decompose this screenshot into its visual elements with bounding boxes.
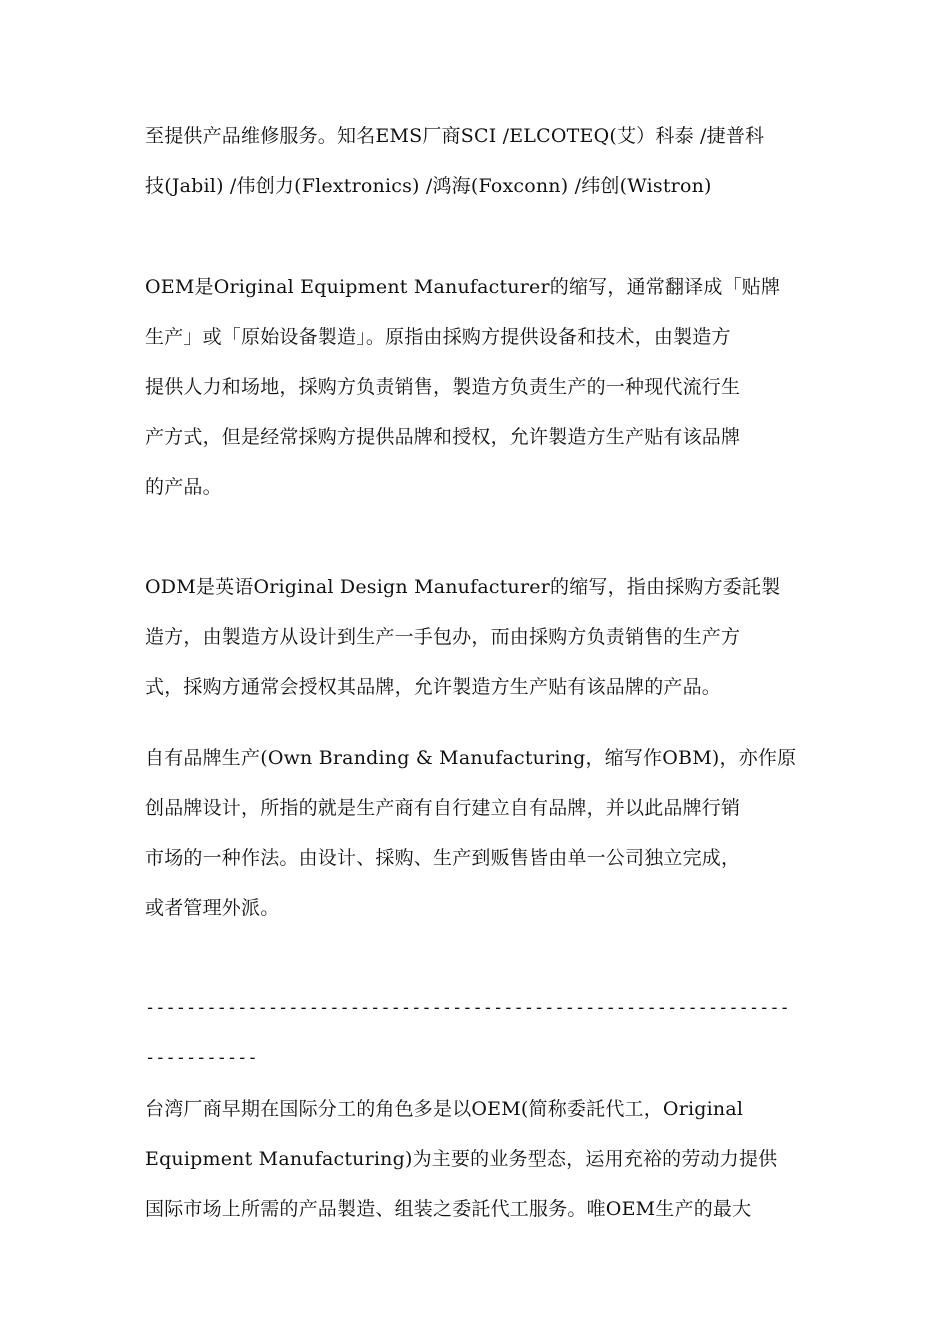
paragraph-2-line-2: 生产」或「原始设备製造」。原指由採购方提供设备和技术，由製造方 — [145, 326, 731, 348]
paragraph-5-line-3: 国际市场上所需的产品製造、组装之委託代工服务。唯OEM生产的最大 — [145, 1198, 752, 1220]
paragraph-5-line-1: 台湾厂商早期在国际分工的角色多是以OEM(简称委託代工，Original — [145, 1098, 744, 1120]
paragraph-3-line-2: 造方，由製造方从设计到生产一手包办，而由採购方负责销售的生产方 — [145, 626, 741, 648]
paragraph-1-line-1: 至提供产品维修服务。知名EMS厂商SCI /ELCOTEQ(艾）科泰 /捷普科 — [145, 125, 765, 147]
paragraph-2-line-4: 产方式，但是经常採购方提供品牌和授权，允许製造方生产贴有该品牌 — [145, 426, 741, 448]
paragraph-5-line-2: Equipment Manufacturing)为主要的业务型态，运用充裕的劳动力提供 — [145, 1148, 778, 1170]
paragraph-4-line-3: 市场的一种作法。由设计、採购、生产到贩售皆由单一公司独立完成， — [145, 847, 741, 869]
paragraph-2-line-3: 提供人力和场地，採购方负责销售，製造方负责生产的一种现代流行生 — [145, 376, 741, 398]
paragraph-4-line-4: 或者管理外派。 — [145, 897, 280, 919]
paragraph-4-line-1: 自有品牌生产(Own Branding & Manufacturing，缩写作OBM)，亦作原 — [145, 747, 797, 769]
paragraph-4-line-2: 创品牌设计，所指的就是生产商有自行建立自有品牌，并以此品牌行销 — [145, 797, 741, 819]
paragraph-3-line-1: ODM是英语Original Design Manufacturer的缩写，指由採购方委託製 — [145, 576, 781, 598]
paragraph-2-line-5: 的产品。 — [145, 476, 222, 498]
divider-rule-line-2: ----------- — [145, 1048, 258, 1068]
paragraph-2-line-1: OEM是Original Equipment Manufacturer的缩写，通常翻译成「贴牌 — [145, 276, 781, 298]
divider-rule-line-1: --------------------------------------------------------------- — [145, 998, 790, 1018]
paragraph-1-line-2: 技(Jabil) /伟创力(Flextronics) /鸿海(Foxconn) /纬创(Wistron) — [145, 175, 712, 197]
paragraph-3-line-3: 式，採购方通常会授权其品牌，允许製造方生产贴有该品牌的产品。 — [145, 676, 722, 698]
